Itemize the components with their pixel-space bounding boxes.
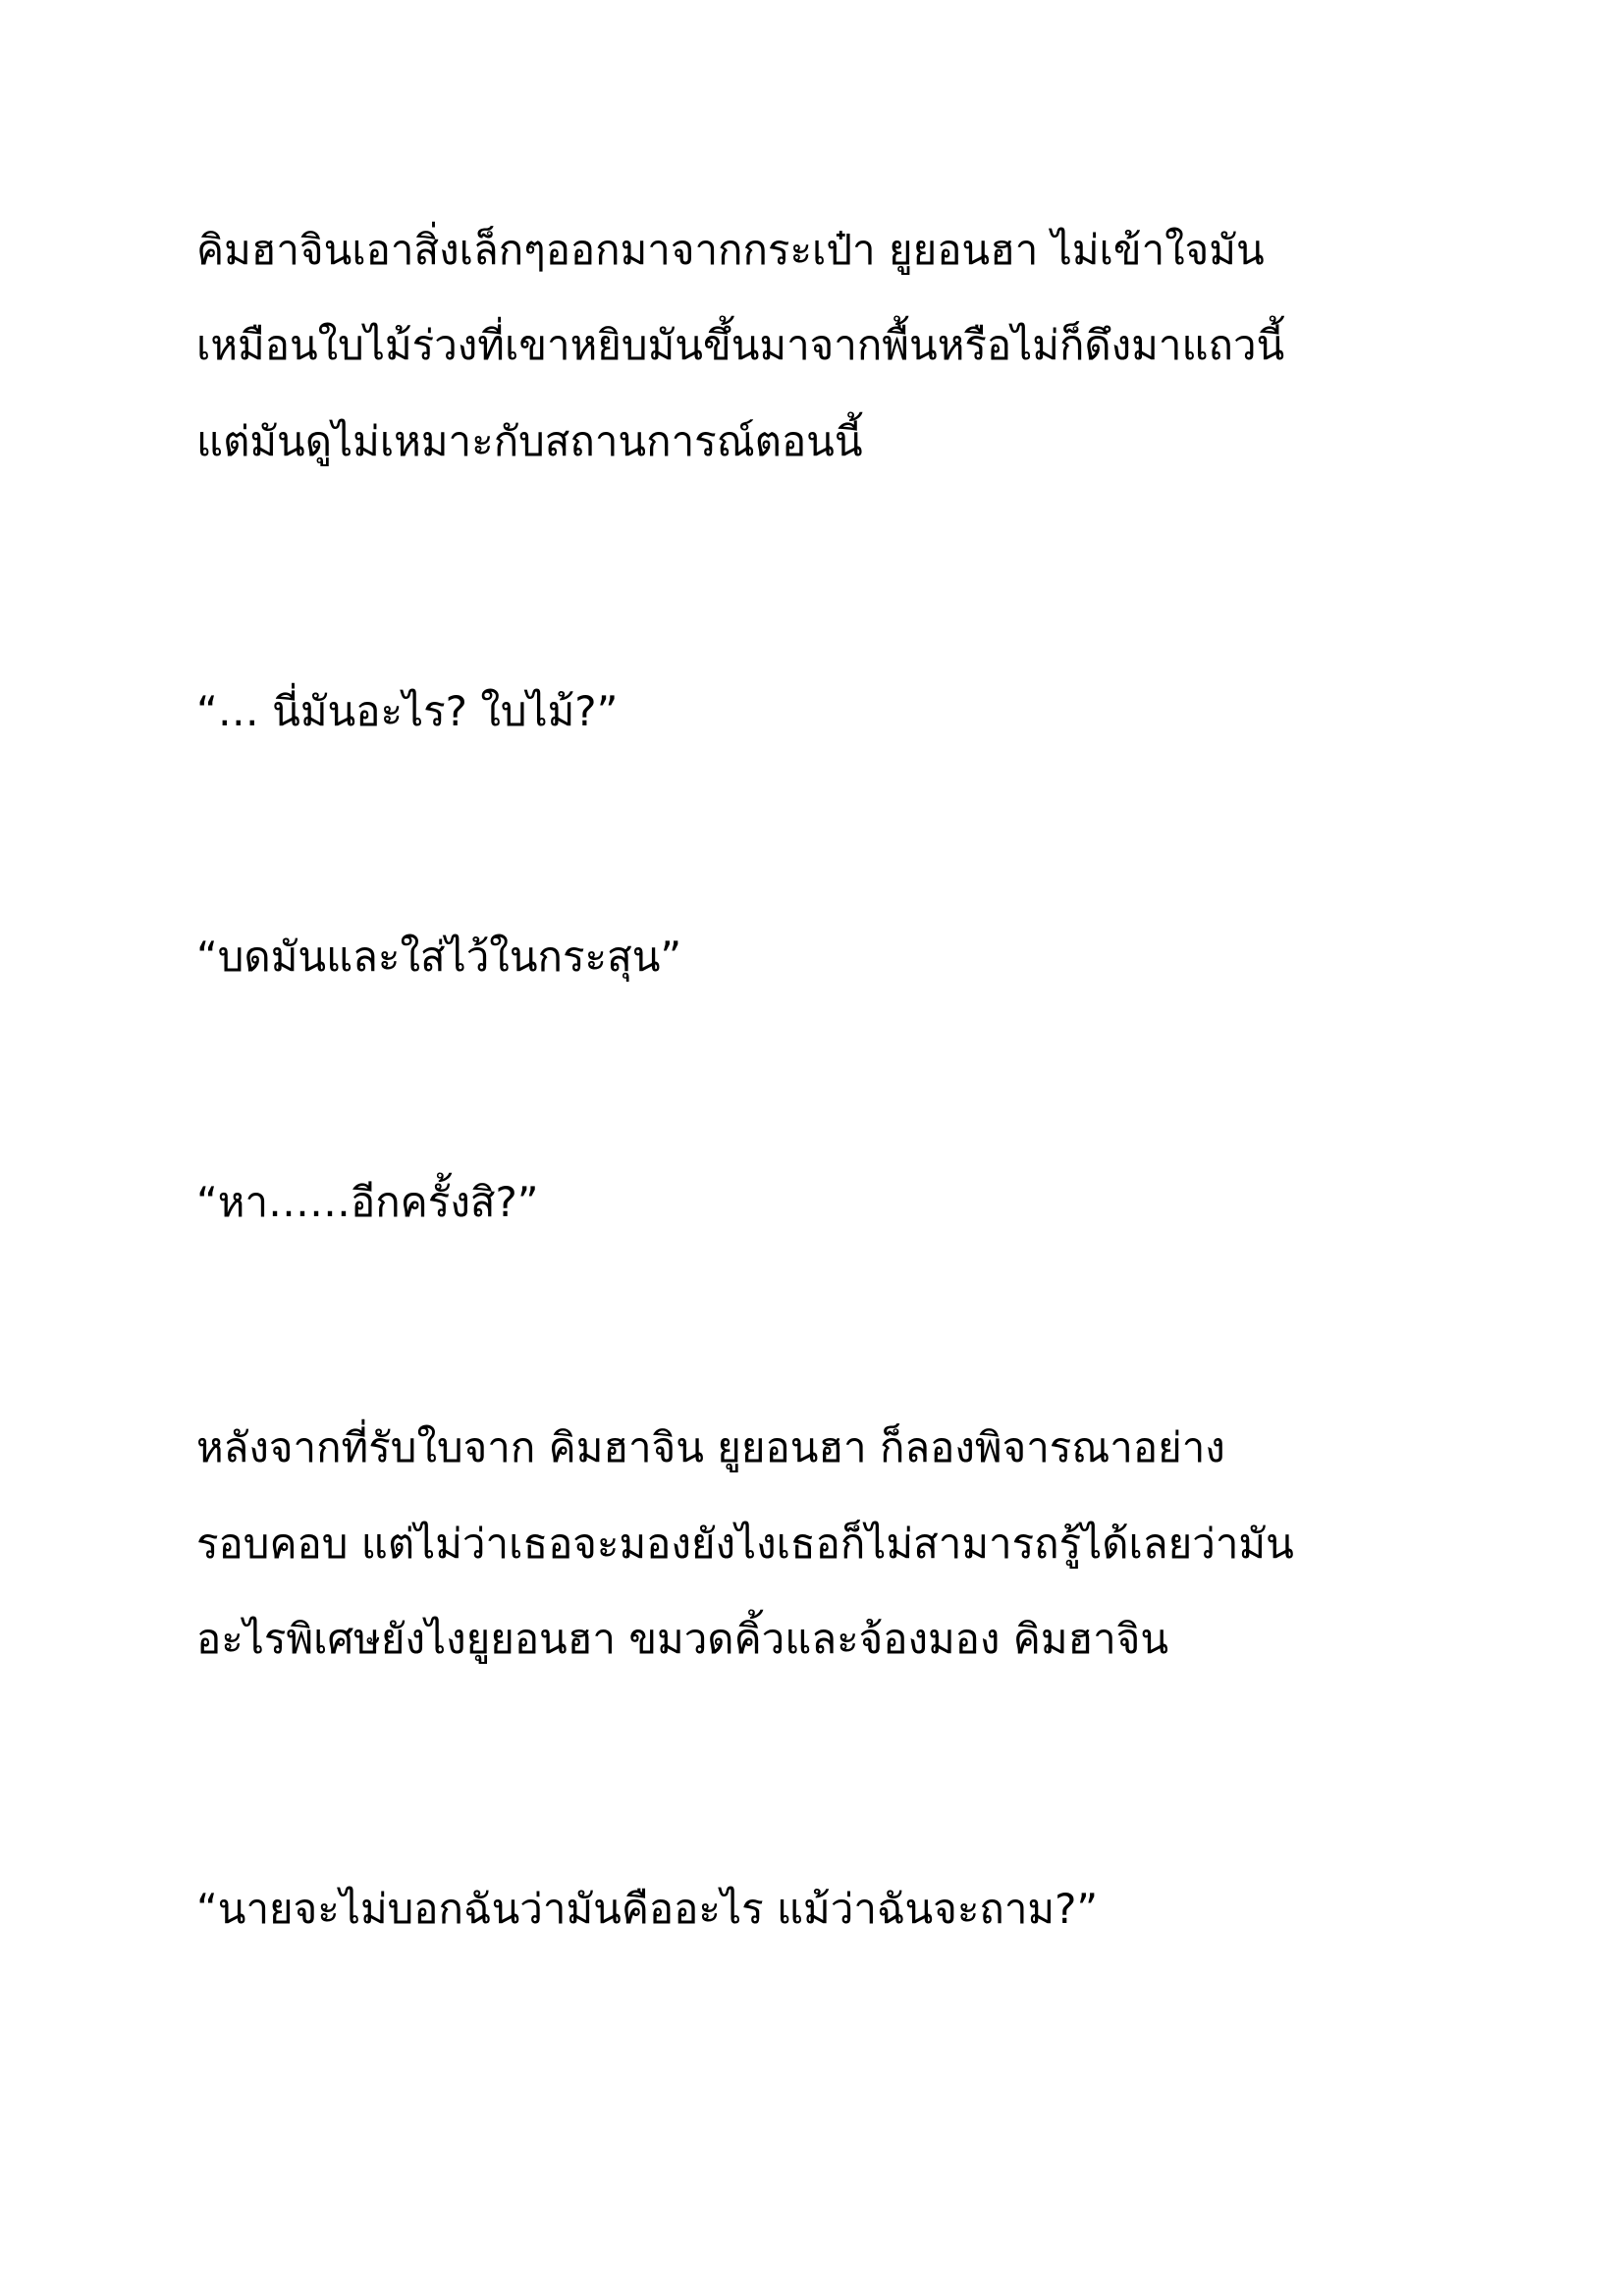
text-line: หลังจากที่รับใบจาก คิมฮาจิน ยูยอนฮา ก็ลองพิจารณาอย่าง xyxy=(196,1423,1225,1471)
dialogue-line: “บดมันและใส่ไว้ในกระสุน” xyxy=(196,933,682,981)
dialogue-line: “หา……อีกครั้งสิ?” xyxy=(196,1178,539,1226)
text-line: รอบคอบ แต่ไม่ว่าเธอจะมองยังไงเธอก็ไม่สามารถรู้ได้เลยว่ามัน xyxy=(196,1520,1294,1568)
text-line: เหมือนใบไม้ร่วงที่เขาหยิบมันขึ้นมาจากพื้นหรือไม่ก็ดึงมาแถวนี้ xyxy=(196,321,1285,369)
text-line: อะไรพิเศษยังไงยูยอนฮา ขมวดคิ้วและจ้องมอง คิมฮาจิน xyxy=(196,1615,1169,1663)
text-line: แต่มันดูไม่เหมาะกับสถานการณ์ตอนนี้ xyxy=(196,417,863,465)
text-line: คิมฮาจินเอาสิ่งเล็กๆออกมาจากกระเป๋า ยูยอนฮา ไม่เข้าใจมัน xyxy=(196,226,1265,274)
dialogue-line: “นายจะไม่บอกฉันว่ามันคืออะไร แม้ว่าฉันจะถาม?” xyxy=(196,1885,1099,1933)
dialogue-line: “… นี่มันอะไร? ใบไม้?” xyxy=(196,687,619,735)
